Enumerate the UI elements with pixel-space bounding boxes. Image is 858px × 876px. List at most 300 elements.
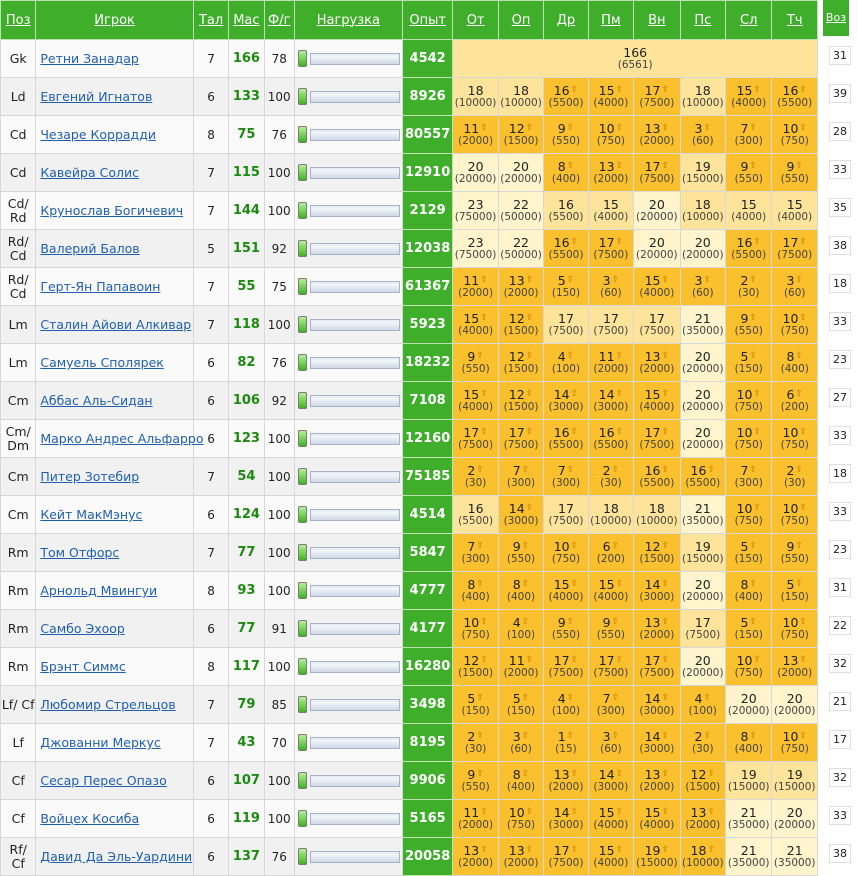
skill-cell[interactable] [544,420,588,458]
skill-cell[interactable] [498,648,543,686]
upgrade-arrow-icon[interactable]: ⇧ [661,692,670,703]
upgrade-arrow-icon[interactable]: ⇧ [799,84,807,95]
skill-cell[interactable] [588,230,633,268]
upgrade-arrow-icon[interactable]: ⇧ [661,350,670,361]
skill-cell[interactable] [680,686,725,724]
skill-cell[interactable] [453,306,498,344]
load-indicator[interactable] [295,278,402,295]
skill-cell[interactable] [588,458,633,496]
upgrade-arrow-icon[interactable]: ⇧ [570,806,579,817]
upgrade-arrow-icon[interactable]: ⇧ [521,730,530,741]
skill-cell[interactable] [772,496,818,534]
skill-cell[interactable] [634,648,680,686]
upgrade-arrow-icon[interactable]: ⇧ [703,730,712,741]
skill-cell[interactable] [544,344,588,382]
load-indicator[interactable] [295,544,402,561]
header-exp[interactable]: Опыт [402,1,452,40]
upgrade-arrow-icon[interactable]: ⇧ [611,692,620,703]
player-name-link[interactable]: Самуель Споляр‍ек [40,355,164,370]
player-name-link[interactable]: Марко Андрес Альфарро [40,431,204,446]
skill-cell[interactable] [726,458,772,496]
upgrade-arrow-icon[interactable]: ⇧ [753,236,761,247]
load-indicator[interactable] [295,202,402,219]
skill-cell[interactable] [634,306,680,344]
skill-cell[interactable] [453,534,498,572]
skill-cell[interactable] [544,192,588,230]
skill-cell[interactable] [680,800,725,838]
upgrade-arrow-icon[interactable]: ⇧ [476,540,484,551]
upgrade-arrow-icon[interactable]: ⇧ [525,122,534,133]
upgrade-arrow-icon[interactable]: ⇧ [476,578,484,589]
load-indicator[interactable] [295,240,402,257]
upgrade-arrow-icon[interactable]: ⇧ [661,540,670,551]
upgrade-arrow-icon[interactable]: ⇧ [615,654,624,665]
upgrade-arrow-icon[interactable]: ⇧ [615,426,624,437]
skill-cell[interactable] [453,648,498,686]
skill-cell[interactable] [772,610,818,648]
skill-cell[interactable] [680,154,725,192]
upgrade-arrow-icon[interactable]: ⇧ [661,654,670,665]
skill-cell[interactable] [726,306,772,344]
skill-cell[interactable] [680,534,725,572]
skill-cell[interactable] [772,154,818,192]
skill-cell[interactable] [453,572,498,610]
skill-cell[interactable] [544,230,588,268]
upgrade-arrow-icon[interactable]: ⇧ [799,236,807,247]
upgrade-arrow-icon[interactable]: ⇧ [707,844,715,855]
upgrade-arrow-icon[interactable]: ⇧ [566,464,575,475]
skill-cell[interactable] [634,724,680,762]
upgrade-arrow-icon[interactable]: ⇧ [476,350,484,361]
skill-cell[interactable] [498,230,543,268]
skill-cell[interactable] [680,572,725,610]
player-name-link[interactable]: Брэнт Симмс [40,659,126,674]
skill-cell[interactable] [726,572,772,610]
skill-cell[interactable] [634,154,680,192]
upgrade-arrow-icon[interactable]: ⇧ [661,730,670,741]
load-indicator[interactable] [295,468,402,485]
skill-cell[interactable] [453,610,498,648]
upgrade-arrow-icon[interactable]: ⇧ [615,844,624,855]
upgrade-arrow-icon[interactable]: ⇧ [476,692,484,703]
upgrade-arrow-icon[interactable]: ⇧ [749,616,757,627]
skill-cell[interactable] [680,762,725,800]
upgrade-arrow-icon[interactable]: ⇧ [480,122,488,133]
skill-cell[interactable] [588,686,633,724]
upgrade-arrow-icon[interactable]: ⇧ [707,464,715,475]
skill-cell[interactable] [772,800,818,838]
upgrade-arrow-icon[interactable]: ⇧ [749,730,757,741]
upgrade-arrow-icon[interactable]: ⇧ [525,502,534,513]
load-indicator[interactable] [295,582,402,599]
upgrade-arrow-icon[interactable]: ⇧ [615,578,624,589]
upgrade-arrow-icon[interactable]: ⇧ [615,350,624,361]
upgrade-arrow-icon[interactable]: ⇧ [749,274,757,285]
skill-cell[interactable] [772,230,818,268]
upgrade-arrow-icon[interactable]: ⇧ [525,388,534,399]
skill-cell[interactable] [498,268,543,306]
skill-cell[interactable] [726,192,772,230]
upgrade-arrow-icon[interactable]: ⇧ [749,350,757,361]
skill-cell[interactable] [680,230,725,268]
skill-cell[interactable] [498,458,543,496]
skill-cell[interactable] [772,116,818,154]
skill-cell[interactable] [498,610,543,648]
upgrade-arrow-icon[interactable]: ⇧ [521,540,530,551]
skill-cell[interactable] [680,420,725,458]
skill-cell[interactable] [588,344,633,382]
skill-cell[interactable] [680,382,725,420]
upgrade-arrow-icon[interactable]: ⇧ [661,616,670,627]
skill-cell[interactable] [588,534,633,572]
upgrade-arrow-icon[interactable]: ⇧ [525,844,534,855]
upgrade-arrow-icon[interactable]: ⇧ [480,426,488,437]
skill-cell[interactable] [498,420,543,458]
player-name-link[interactable]: Кейт МакМэнус [40,507,143,522]
skill-cell[interactable] [772,268,818,306]
skill-cell[interactable] [588,420,633,458]
skill-cell[interactable] [772,382,818,420]
load-indicator[interactable] [295,658,402,675]
upgrade-arrow-icon[interactable]: ⇧ [661,388,670,399]
player-name-link[interactable]: Джованни Меркус [40,735,161,750]
upgrade-arrow-icon[interactable]: ⇧ [799,616,807,627]
upgrade-arrow-icon[interactable]: ⇧ [525,274,534,285]
skill-cell[interactable] [634,496,680,534]
skill-cell[interactable] [634,800,680,838]
upgrade-arrow-icon[interactable]: ⇧ [525,654,534,665]
upgrade-arrow-icon[interactable]: ⇧ [566,160,575,171]
upgrade-arrow-icon[interactable]: ⇧ [661,84,670,95]
load-indicator[interactable] [295,620,402,637]
upgrade-arrow-icon[interactable]: ⇧ [570,236,579,247]
skill-cell[interactable] [772,78,818,116]
player-name-link[interactable]: Питер Зотебир [40,469,140,484]
upgrade-arrow-icon[interactable]: ⇧ [525,312,534,323]
upgrade-arrow-icon[interactable]: ⇧ [661,160,670,171]
skill-cell[interactable] [726,762,772,800]
skill-cell[interactable] [588,496,633,534]
skill-cell[interactable] [588,648,633,686]
upgrade-arrow-icon[interactable]: ⇧ [525,426,534,437]
skill-cell[interactable] [588,724,633,762]
load-indicator[interactable] [295,810,402,827]
upgrade-arrow-icon[interactable]: ⇧ [480,388,488,399]
upgrade-arrow-icon[interactable]: ⇧ [753,654,761,665]
skill-cell[interactable] [498,192,543,230]
skill-cell[interactable] [680,496,725,534]
upgrade-arrow-icon[interactable]: ⇧ [753,426,761,437]
skill-cell[interactable] [453,154,498,192]
upgrade-arrow-icon[interactable]: ⇧ [480,616,488,627]
header-skill-5[interactable]: Пс [680,1,725,40]
skill-cell[interactable] [544,78,588,116]
upgrade-arrow-icon[interactable]: ⇧ [570,388,579,399]
skill-cell[interactable] [498,78,543,116]
skill-cell[interactable] [680,838,725,876]
player-name-link[interactable]: Герт-Ян Папавоин [40,279,161,294]
upgrade-arrow-icon[interactable]: ⇧ [570,844,579,855]
skill-cell[interactable] [726,116,772,154]
upgrade-arrow-icon[interactable]: ⇧ [707,806,715,817]
upgrade-arrow-icon[interactable]: ⇧ [570,540,579,551]
skill-cell[interactable] [634,382,680,420]
upgrade-arrow-icon[interactable]: ⇧ [611,540,620,551]
upgrade-arrow-icon[interactable]: ⇧ [615,236,624,247]
header-skill-0[interactable]: От [453,1,498,40]
skill-cell[interactable] [453,192,498,230]
skill-cell[interactable] [544,686,588,724]
skill-cell[interactable] [726,800,772,838]
upgrade-arrow-icon[interactable]: ⇧ [799,654,807,665]
skill-cell[interactable] [772,534,818,572]
upgrade-arrow-icon[interactable]: ⇧ [521,692,530,703]
skill-cell[interactable] [726,420,772,458]
player-name-link[interactable]: Сесар Перес Опазо [40,773,167,788]
skill-cell[interactable] [453,230,498,268]
upgrade-arrow-icon[interactable]: ⇧ [795,274,803,285]
upgrade-arrow-icon[interactable]: ⇧ [661,464,670,475]
player-name-link[interactable]: Чезаре Коррадди [40,127,156,142]
skill-cell[interactable] [498,154,543,192]
header-load[interactable]: Нагрузка [294,1,402,40]
skill-cell[interactable] [634,686,680,724]
skill-cell[interactable] [726,496,772,534]
skill-cell[interactable] [588,306,633,344]
skill-cell[interactable] [544,116,588,154]
upgrade-arrow-icon[interactable]: ⇧ [703,692,712,703]
skill-cell[interactable] [772,686,818,724]
skill-cell[interactable] [544,534,588,572]
header-skill-6[interactable]: Сл [726,1,772,40]
load-indicator[interactable] [295,772,402,789]
upgrade-arrow-icon[interactable]: ⇧ [661,578,670,589]
skill-cell[interactable] [453,458,498,496]
upgrade-arrow-icon[interactable]: ⇧ [703,122,712,133]
upgrade-arrow-icon[interactable]: ⇧ [799,312,807,323]
skill-cell[interactable] [726,724,772,762]
skill-cell[interactable] [772,420,818,458]
load-indicator[interactable] [295,696,402,713]
upgrade-arrow-icon[interactable]: ⇧ [476,464,484,475]
skill-cell[interactable] [453,724,498,762]
player-name-link[interactable]: Сталин Айови Алкивар [40,317,192,332]
upgrade-arrow-icon[interactable]: ⇧ [661,426,670,437]
skill-cell[interactable] [544,382,588,420]
upgrade-arrow-icon[interactable]: ⇧ [476,768,484,779]
upgrade-arrow-icon[interactable]: ⇧ [661,844,670,855]
skill-cell[interactable] [772,648,818,686]
skill-cell[interactable] [680,268,725,306]
skill-cell[interactable] [772,724,818,762]
upgrade-arrow-icon[interactable]: ⇧ [799,730,807,741]
upgrade-arrow-icon[interactable]: ⇧ [566,730,575,741]
skill-cell[interactable] [588,154,633,192]
load-indicator[interactable] [295,316,402,333]
skill-cell[interactable] [498,344,543,382]
skill-cell[interactable] [544,724,588,762]
header-pos[interactable]: Поз [1,1,36,40]
upgrade-arrow-icon[interactable]: ⇧ [799,122,807,133]
upgrade-arrow-icon[interactable]: ⇧ [611,274,620,285]
skill-cell[interactable] [680,344,725,382]
upgrade-arrow-icon[interactable]: ⇧ [615,806,624,817]
skill-cell[interactable] [680,192,725,230]
upgrade-arrow-icon[interactable]: ⇧ [566,274,575,285]
upgrade-arrow-icon[interactable]: ⇧ [570,768,579,779]
skill-cell[interactable] [588,268,633,306]
skill-cell[interactable] [544,800,588,838]
skill-cell[interactable] [544,838,588,876]
player-name-link[interactable]: Том Отфорс [40,545,120,560]
skill-cell[interactable] [498,724,543,762]
upgrade-arrow-icon[interactable]: ⇧ [753,502,761,513]
skill-cell[interactable] [634,572,680,610]
skill-cell[interactable] [453,268,498,306]
skill-cell[interactable] [588,116,633,154]
upgrade-arrow-icon[interactable]: ⇧ [749,540,757,551]
skill-cell[interactable] [634,610,680,648]
skill-cell[interactable] [726,344,772,382]
skill-cell[interactable] [453,838,498,876]
upgrade-arrow-icon[interactable]: ⇧ [480,654,488,665]
skill-cell[interactable] [680,306,725,344]
upgrade-arrow-icon[interactable]: ⇧ [521,464,530,475]
upgrade-arrow-icon[interactable]: ⇧ [525,350,534,361]
load-indicator[interactable] [295,88,402,105]
upgrade-arrow-icon[interactable]: ⇧ [566,692,575,703]
upgrade-arrow-icon[interactable]: ⇧ [795,464,803,475]
upgrade-arrow-icon[interactable]: ⇧ [566,122,575,133]
upgrade-arrow-icon[interactable]: ⇧ [521,768,530,779]
upgrade-arrow-icon[interactable]: ⇧ [480,274,488,285]
upgrade-arrow-icon[interactable]: ⇧ [799,426,807,437]
skill-cell[interactable] [680,78,725,116]
skill-cell[interactable] [498,496,543,534]
skill-cell[interactable] [453,116,498,154]
skill-cell[interactable] [726,268,772,306]
upgrade-arrow-icon[interactable]: ⇧ [749,464,757,475]
upgrade-arrow-icon[interactable]: ⇧ [521,578,530,589]
skill-cell[interactable] [498,686,543,724]
upgrade-arrow-icon[interactable]: ⇧ [749,312,757,323]
upgrade-arrow-icon[interactable]: ⇧ [570,654,579,665]
upgrade-arrow-icon[interactable]: ⇧ [480,844,488,855]
upgrade-arrow-icon[interactable]: ⇧ [480,312,488,323]
skill-cell[interactable] [453,382,498,420]
skill-cell[interactable] [726,382,772,420]
header-skill-1[interactable]: Оп [498,1,543,40]
upgrade-arrow-icon[interactable]: ⇧ [480,806,488,817]
skill-cell[interactable] [544,306,588,344]
upgrade-arrow-icon[interactable]: ⇧ [570,426,579,437]
upgrade-arrow-icon[interactable]: ⇧ [799,502,807,513]
skill-cell[interactable] [772,762,818,800]
skill-cell[interactable] [453,344,498,382]
skill-cell[interactable] [544,572,588,610]
header-skill-4[interactable]: Вн [634,1,680,40]
header-skill-2[interactable]: Др [544,1,588,40]
skill-cell[interactable] [498,838,543,876]
player-name-link[interactable]: Войцех Косиба [40,811,140,826]
skill-cell[interactable] [634,420,680,458]
skill-cell[interactable] [772,572,818,610]
upgrade-arrow-icon[interactable]: ⇧ [661,768,670,779]
upgrade-arrow-icon[interactable]: ⇧ [615,768,624,779]
skill-cell[interactable] [544,610,588,648]
upgrade-arrow-icon[interactable]: ⇧ [611,616,620,627]
skill-cell[interactable] [634,534,680,572]
skill-cell[interactable] [726,78,772,116]
header-age[interactable]: Воз [823,0,849,36]
upgrade-arrow-icon[interactable]: ⇧ [661,274,670,285]
upgrade-arrow-icon[interactable]: ⇧ [566,616,575,627]
skill-cell[interactable] [498,800,543,838]
skill-cell[interactable] [453,78,498,116]
skill-cell[interactable] [634,78,680,116]
player-name-link[interactable]: Валерий Балов [40,241,140,256]
upgrade-arrow-icon[interactable]: ⇧ [525,806,534,817]
player-name-link[interactable]: Ретни Занадар [40,51,139,66]
skill-cell[interactable] [544,496,588,534]
upgrade-arrow-icon[interactable]: ⇧ [795,578,803,589]
upgrade-arrow-icon[interactable]: ⇧ [476,730,484,741]
skill-cell[interactable] [588,192,633,230]
load-indicator[interactable] [295,392,402,409]
player-name-link[interactable]: Евгений Игнатов [40,89,153,104]
header-skill-3[interactable]: Пм [588,1,633,40]
skill-cell[interactable] [634,268,680,306]
skill-cell[interactable] [634,192,680,230]
upgrade-arrow-icon[interactable]: ⇧ [795,388,803,399]
skill-cell[interactable] [453,762,498,800]
skill-cell[interactable] [726,154,772,192]
skill-cell[interactable] [726,534,772,572]
upgrade-arrow-icon[interactable]: ⇧ [521,616,530,627]
player-name-link[interactable]: Самбо Эхоор [40,621,125,636]
skill-cell[interactable] [772,344,818,382]
upgrade-arrow-icon[interactable]: ⇧ [749,122,757,133]
player-name-link[interactable]: Аббас Аль-Сидан [40,393,153,408]
skill-cell[interactable] [634,838,680,876]
skill-cell[interactable] [634,230,680,268]
upgrade-arrow-icon[interactable]: ⇧ [661,122,670,133]
load-indicator[interactable] [295,430,402,447]
skill-cell[interactable] [588,382,633,420]
upgrade-arrow-icon[interactable]: ⇧ [795,160,803,171]
player-name-link[interactable]: Арнольд Мвингуи [40,583,158,598]
skill-cell[interactable] [726,610,772,648]
load-indicator[interactable] [295,126,402,143]
skill-cell[interactable] [772,838,818,876]
skill-cell[interactable] [634,458,680,496]
skill-cell[interactable] [772,458,818,496]
upgrade-arrow-icon[interactable]: ⇧ [749,160,757,171]
player-name-link[interactable]: Кавейра Солис [40,165,139,180]
skill-cell[interactable] [634,116,680,154]
load-indicator[interactable] [295,354,402,371]
player-name-link[interactable]: Давид Да Эль-Уардини [40,849,193,864]
skill-cell[interactable] [453,800,498,838]
skill-cell[interactable] [498,534,543,572]
skill-cell[interactable] [544,458,588,496]
skill-cell[interactable] [453,420,498,458]
skill-cell[interactable] [588,838,633,876]
skill-cell[interactable] [498,116,543,154]
skill-cell[interactable] [544,648,588,686]
skill-cell[interactable] [680,610,725,648]
skill-cell[interactable] [634,344,680,382]
